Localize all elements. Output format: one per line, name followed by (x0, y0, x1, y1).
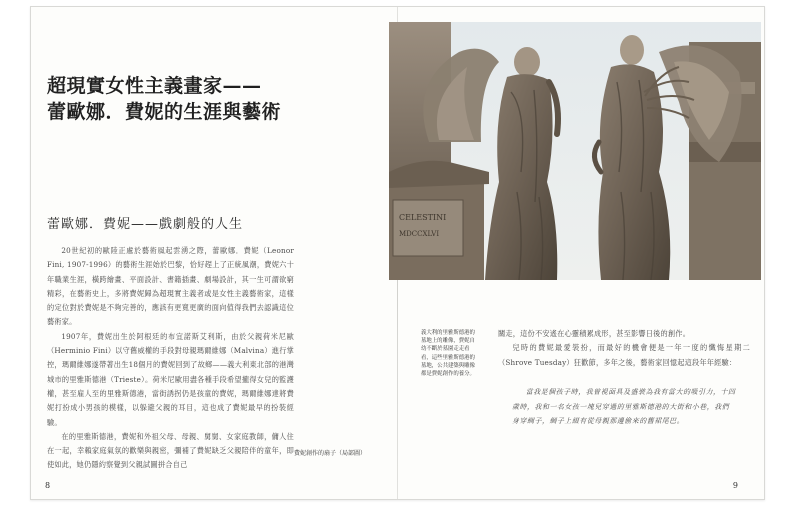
paragraph: 20世紀初的歐陸正處於藝術風起雲湧之際，蕾歐娜．費妮（Leonor Fini, 1907-1996）的藝術生涯始於巴黎，恰好趕上了正統風潮，費妮六十年職業生涯，橫跨繪畫、平面設計、書籍插畫、劇場設計，其一生可謂欲窮精彩，在藝術史上，多將費妮歸為超現實主義者或是女性主義藝術家，這樣的定位對於費妮是不夠完善的，應該有更寬更廣的面向值得我們去認識這位藝術家。 (47, 246, 294, 327)
inscription-2: MDCCXLVI (399, 230, 440, 238)
chapter-title (47, 73, 337, 125)
right-body-text (498, 327, 750, 370)
right-angel-head (620, 35, 644, 65)
statue-photo-drawing (389, 22, 761, 280)
fan-caption: 費妮創作的扇子（局部圖） (294, 450, 367, 457)
section-heading: 蕾歐娜．費妮——戲劇般的人生 (47, 217, 244, 232)
chapter-title-line-1: 超現實女性主義畫家—— (47, 75, 262, 97)
statue-photo (389, 22, 761, 280)
quote-text: 當我是個孩子時，我曾視面具及盛裝為我有當大的吸引力，十四歲時，我和一名女孩一塊兒穿過的里雅斯德港的大街和小巷，我們身穿綢子，綢子上綴有從母親那邊偷來的舊裙尾巴。 (512, 388, 736, 425)
paragraph: 在的里雅斯德港，費妮和外祖父母、母親、舅舅、女家庭教師，傭人住在一起，幸賴家庭氣氛的歡樂與親密，彌補了費妮缺乏父親陪伴的童年，即使如此，她仍隱約察覺到父親試圖拼合自己 (47, 431, 294, 470)
statue-caption: 義大利的里雅斯德港的墓地上的雕像，費妮自幼不斷於墓園走走看看，這些里雅斯德港的墓地，公共建築與雕像都是費妮創作的養分。 (421, 330, 475, 378)
paragraph: 關走，這份不安遙在心靈積累成形，甚至影響日後的創作。 (498, 329, 691, 338)
page-number-right: 9 (732, 481, 738, 490)
chapter-title-line-2: 蕾歐娜．費妮的生涯與藝術 (47, 101, 282, 123)
inscription-1: CELESTINI (399, 213, 447, 222)
page-number-left: 8 (45, 481, 51, 490)
paragraph: 兒時的費妮最愛裝扮，而最好的機會便是一年一度的懺悔星期二（Shrove Tuesday）狂歡節，多年之後，藝術家回憶起這段年年經驗： (498, 343, 750, 367)
book-spread (30, 6, 765, 500)
left-angel-head (514, 47, 540, 77)
left-body-text (47, 244, 294, 473)
block-quote (512, 385, 736, 429)
paragraph: 1907年，費妮出生於阿根廷的布宜諾斯艾利斯，由於父親荷米尼歐（Herminio Fini）以守舊威權的手段對母親瑪爾維娜（Malvina）進行掌控，瑪爾維娜遂帶著出生18個月的費妮回到了故鄉——義大利東北部的港灣城市的里雅斯德港（Trieste）。荷米尼歐用盡各種手段希望攏得女兒的監護權，甚至雇人至的里雅斯德港，當街誘拐仍是孩童的費妮，瑪爾維娜達將費妮打扮成小男孩的模樣，以躲避父親的耳目，這也成了費妮最早的扮裝經驗。 (47, 331, 294, 427)
